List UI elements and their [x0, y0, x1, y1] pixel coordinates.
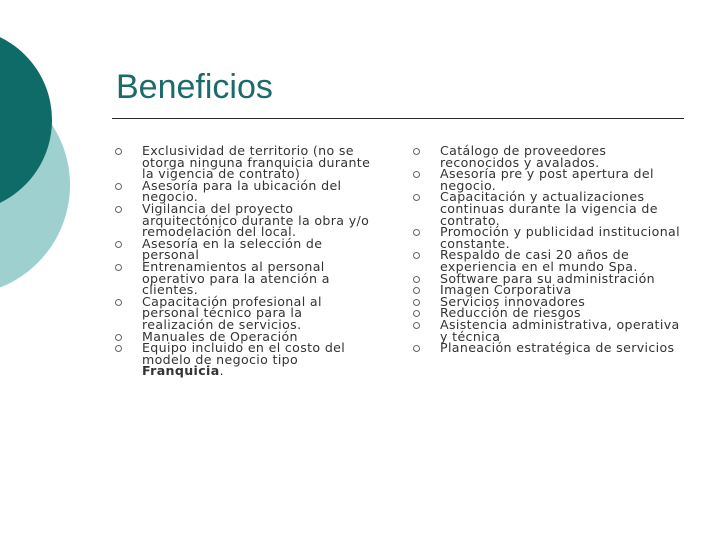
list-item	[112, 258, 374, 298]
bullet-icon	[413, 148, 420, 155]
list-item-text: Catálogo de proveedores reconocidos y avalados.	[440, 143, 607, 170]
list-item	[112, 342, 374, 377]
list-item-text: Capacitación profesional al personal técnico para la realización de servicios.	[142, 293, 322, 332]
bullet-icon	[413, 310, 420, 317]
list-item-text: Vigilancia del proyecto arquitectónico durante la obra y/o remodelación del local.	[142, 200, 370, 240]
list-item-text: Reducción de riesgos	[440, 305, 581, 321]
bullet-icon	[413, 171, 420, 178]
bullet-icon	[115, 334, 122, 341]
list-item-text: Software para su administración	[440, 270, 655, 286]
bullet-icon	[115, 183, 122, 190]
title-divider	[112, 118, 684, 119]
list-item-text: Capacitación y actualizaciones continuas durante la vigencia de contrato.	[440, 189, 658, 228]
list-item	[112, 200, 374, 240]
bullet-icon	[115, 241, 122, 248]
bullet-icon	[413, 322, 420, 329]
list-item	[112, 235, 374, 263]
left-benefits-list	[112, 145, 374, 377]
list-item-text: Imagen Corporativa	[440, 282, 572, 298]
bullet-icon	[413, 299, 420, 306]
list-item	[410, 145, 680, 168]
list-item-text: Equipo incluido en el costo del modelo de negocio tipo	[142, 340, 346, 367]
bullet-icon	[115, 148, 122, 155]
list-item	[410, 342, 680, 354]
list-item-text: Promoción y publicidad institucional constante.	[440, 224, 680, 251]
bullet-icon	[413, 345, 420, 352]
list-item-text: Entrenamientos al personal operativo para la atención a clientes.	[142, 258, 330, 298]
bullet-icon	[115, 299, 122, 306]
list-item	[410, 249, 680, 272]
list-item	[410, 316, 680, 344]
bullet-icon	[413, 252, 420, 259]
list-item	[410, 226, 680, 249]
bullet-icon	[413, 194, 420, 201]
list-item-text: Planeación estratégica de servicios	[440, 340, 675, 356]
bullet-icon	[115, 264, 122, 271]
list-item	[410, 168, 680, 191]
list-item	[410, 191, 680, 226]
list-item-text: Asistencia administrativa, operativa y técnica	[440, 316, 680, 344]
list-item	[112, 293, 374, 332]
list-item-text: Manuales de Operación	[142, 328, 298, 344]
list-item	[112, 177, 374, 205]
right-benefits-list	[410, 145, 680, 354]
list-item-text: Servicios innovadores	[440, 293, 586, 309]
bullet-icon	[413, 229, 420, 236]
list-item-text: Asesoría en la selección de personal	[142, 235, 323, 263]
franquicia-emphasis: Franquicia	[142, 363, 220, 379]
list-item-text: Respaldo de casi 20 años de experiencia en el mundo Spa.	[440, 247, 638, 274]
list-item-text: Asesoría para la ubicación del negocio.	[142, 177, 342, 205]
bullet-icon	[413, 276, 420, 283]
list-item	[112, 145, 374, 180]
bullet-icon	[115, 345, 122, 352]
bullet-icon	[413, 287, 420, 294]
list-item-text: Asesoría pre y post apertura del negocio.	[440, 166, 654, 193]
list-item-text: Exclusividad de territorio (no se otorga ninguna franquicia durante la vigencia de contrato)	[142, 143, 371, 182]
bullet-icon	[115, 206, 122, 213]
list-item-suffix: .	[219, 363, 224, 379]
slide-title: Beneficios	[116, 68, 273, 106]
decorative-circles	[0, 0, 120, 300]
